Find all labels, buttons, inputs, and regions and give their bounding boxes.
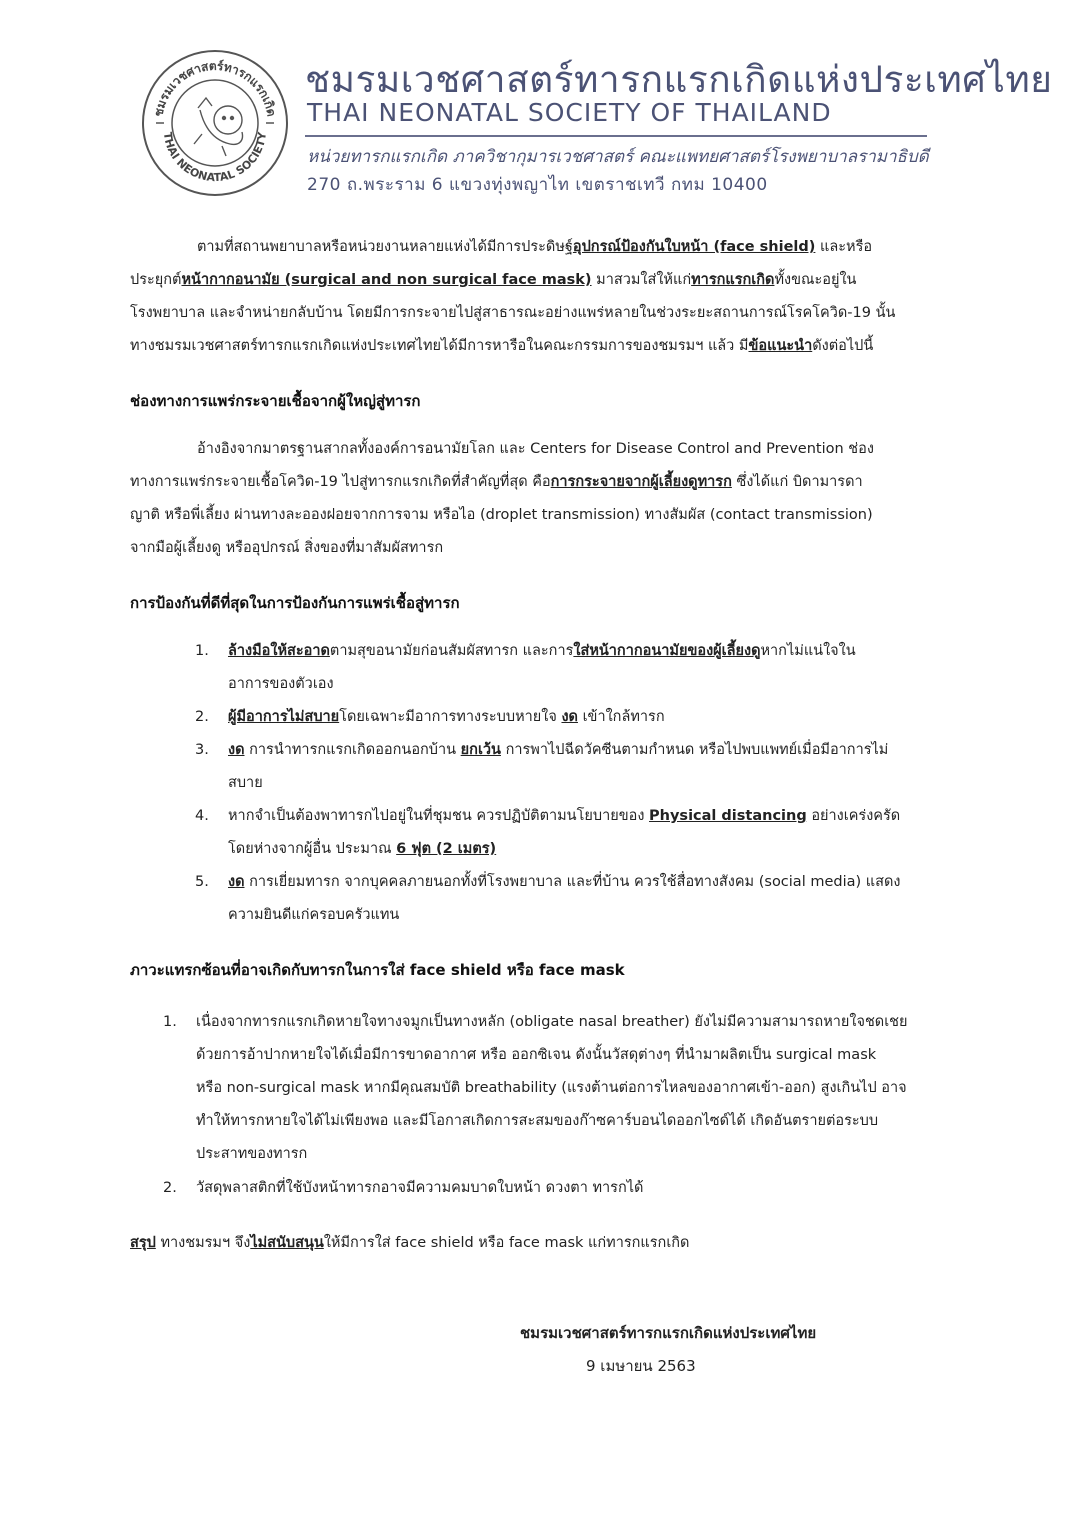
list-item-continuation: หรือ non-surgical mask หากมีคุณสมบัติ breathability (แรงต้านต่อการไหลของอากาศเข้า-ออก) สูงเกินไป อาจ (196, 1080, 907, 1096)
list-item (228, 701, 665, 734)
seal-top-text: ชมรมเวชศาสตร์ทารกแรกเกิด (151, 58, 279, 118)
list-emphasis: Physical distancing (649, 808, 807, 824)
seal-bottom-text: THAI NEONATAL SOCIETY (160, 131, 270, 185)
org-name-thai: ชมรมเวชศาสตร์ทารกแรกเกิดแห่งประเทศไทย (305, 58, 1053, 101)
section1-text: ทางการแพร่กระจายเชื้อโควิด-19 ไปสู่ทารกแรกเกิดที่สำคัญที่สุด คือ (130, 474, 551, 490)
list-text: การพาไปฉีดวัคซีนตามกำหนด หรือไปพบแพทย์เมื่อมีอาการไม่ (500, 742, 889, 758)
list-text: โดยเฉพาะมีอาการทางระบบหายใจ (339, 709, 562, 725)
intro-emphasis: อุปกรณ์ป้องกันใบหน้า (face shield) (572, 239, 816, 255)
list-text: หากจำเป็นต้องพาทารกไปอยู่ในที่ชุมชน ควรปฏิบัติตามนโยบายของ (228, 808, 650, 824)
intro-line-3: โรงพยาบาล และจำหน่ายกลับบ้าน โดยมีการกระจายไปสู่สาธารณะอย่างแพร่หลายในช่วงระยะสถานการณ์โรคโควิด-19 นั้น (130, 305, 896, 321)
list-item-continuation: ด้วยการอ้าปากหายใจได้เมื่อมีการขาดอากาศ หรือ ออกซิเจน ดังนั้นวัสดุต่างๆ ที่นำมาผลิตเป็น surgical mask (196, 1047, 877, 1063)
intro-text: ทางชมรมเวชศาสตร์ทารกแรกเกิดแห่งประเทศไทยได้มีการหารือในคณะกรรมการของชมรมฯ แล้ว มี (130, 338, 749, 354)
header-divider (305, 135, 927, 137)
section-heading-transmission: ช่องทางการแพร่กระจายเชื้อจากผู้ใหญ่สู่ทารก (130, 392, 421, 410)
list-item-number: 3. (195, 742, 209, 758)
list-item: วัสดุพลาสติกที่ใช้บังหน้าทารกอาจมีความคมบาดใบหน้า ดวงตา ทารกได้ (196, 1180, 644, 1196)
section1-line-4: จากมือผู้เลี้ยงดู หรืออุปกรณ์ สิ่งของที่มาสัมผัสทารก (130, 540, 444, 556)
intro-text: และหรือ (815, 239, 873, 255)
section-heading-complications: ภาวะแทรกซ้อนที่อาจเกิดกับทารกในการใส่ face shield หรือ face mask (130, 961, 625, 979)
list-text: โดยห่างจากผู้อื่น ประมาณ (228, 841, 397, 857)
list-emphasis: ผู้มีอาการไม่สบาย (228, 709, 340, 725)
list-emphasis: ล้างมือให้สะอาด (228, 643, 330, 659)
list-item-number: 4. (195, 808, 209, 824)
list-item-number: 1. (195, 643, 209, 659)
baby-illustration (194, 98, 243, 156)
list-emphasis: งด (228, 874, 245, 890)
conclusion (130, 1227, 689, 1260)
list-emphasis: 6 ฟุต (2 เมตร) (396, 841, 497, 857)
list-item-continuation: ทำให้ทารกหายใจได้ไม่เพียงพอ และมีโอกาสเกิดการสะสมของก๊าซคาร์บอนไดออกไซด์ได้ เกิดอันตรายต่อระบบ (196, 1113, 879, 1129)
list-item-continuation (228, 833, 496, 866)
list-item-number: 2. (163, 1180, 177, 1196)
intro-line-4 (130, 330, 873, 363)
list-item-continuation: ความยินดีแก่ครอบครัวแทน (228, 907, 400, 923)
intro-line-2 (130, 264, 856, 297)
section-heading-prevention: การป้องกันที่ดีที่สุดในการป้องกันการแพร่เชื้อสู่ทารก (130, 594, 460, 612)
conclusion-label: สรุป (130, 1235, 156, 1251)
list-item (228, 635, 856, 668)
section1-emphasis: การกระจายจากผู้เลี้ยงดูทารก (550, 474, 732, 490)
section1-line-1: อ้างอิงจากมาตรฐานสากลทั้งองค์การอนามัยโลก และ Centers for Disease Control and Prevention ช่อง (197, 441, 874, 457)
list-text: การเยี่ยมทารก จากบุคคลภายนอกทั้งที่โรงพยาบาล และที่บ้าน ควรใช้สื่อทางสังคม (social media) แสดง (244, 874, 901, 890)
intro-text: ทั้งขณะอยู่ใน (774, 272, 857, 288)
section1-line-3: ญาติ หรือพี่เลี้ยง ผ่านทางละอองฝอยจากการจาม หรือไอ (droplet transmission) ทางสัมผัส (contact transmission) (130, 507, 873, 523)
list-item (228, 866, 900, 899)
list-text: เข้าใกล้ทารก (577, 709, 665, 725)
list-item-number: 1. (163, 1014, 177, 1030)
list-item-number: 5. (195, 874, 209, 890)
list-item-continuation: อาการของตัวเอง (228, 676, 334, 692)
list-item-continuation: สบาย (228, 775, 263, 791)
list-text: การนำทารกแรกเกิดออกนอกบ้าน (244, 742, 461, 758)
svg-text:THAI NEONATAL SOCIETY (161, 130, 269, 184)
intro-emphasis: ทารกแรกเกิด (691, 272, 775, 288)
list-text: อย่างเคร่งครัด (806, 808, 901, 824)
intro-line-1 (197, 231, 872, 264)
intro-text: ตามที่สถานพยาบาลหรือหน่วยงานหลายแห่งได้มีการประดิษฐ์ (197, 239, 573, 255)
list-item: เนื่องจากทารกแรกเกิดหายใจทางจมูกเป็นทางหลัก (obligate nasal breather) ยังไม่มีความสามารถหายใจชดเชย (196, 1014, 908, 1030)
society-seal-icon (140, 48, 290, 198)
list-emphasis: งด (561, 709, 578, 725)
intro-text: มาสวมใส่ให้แก่ (591, 272, 692, 288)
section1-line-2 (130, 466, 863, 499)
intro-emphasis: ข้อแนะนำ (748, 338, 813, 354)
org-unit: หน่วยทารกแรกเกิด ภาควิชากุมารเวชศาสตร์ คณะแพทยศาสตร์โรงพยาบาลรามาธิบดี (307, 147, 929, 167)
list-text: ตามสุขอนามัยก่อนสัมผัสทารก และการ (329, 643, 574, 659)
list-item (228, 734, 888, 767)
section1-text: ซึ่งได้แก่ บิดามารดา (731, 474, 863, 490)
list-emphasis: ใส่หน้ากากอนามัยของผู้เลี้ยงดู (573, 643, 761, 659)
intro-text: ดังต่อไปนี้ (812, 338, 874, 354)
list-item-continuation: ประสาทของทารก (196, 1146, 308, 1162)
intro-text: ประยุกต์ (130, 272, 182, 288)
list-item-number: 2. (195, 709, 209, 725)
list-item (228, 800, 900, 833)
list-text: หากไม่แน่ใจใน (760, 643, 856, 659)
list-emphasis: งด (228, 742, 245, 758)
conclusion-emphasis: ไม่สนับสนุน (250, 1235, 324, 1251)
conclusion-text: ทางชมรมฯ จึง (155, 1235, 251, 1251)
conclusion-text: ให้มีการใส่ face shield หรือ face mask แก่ทารกแรกเกิด (323, 1235, 690, 1251)
signature-org: ชมรมเวชศาสตร์ทารกแรกเกิดแห่งประเทศไทย (520, 1324, 817, 1342)
org-address: 270 ถ.พระราม 6 แขวงทุ่งพญาไท เขตราชเทวี กทม 10400 (307, 175, 768, 195)
intro-emphasis: หน้ากากอนามัย (surgical and non surgical face mask) (181, 272, 592, 288)
signature-date: 9 เมษายน 2563 (586, 1357, 696, 1375)
list-emphasis: ยกเว้น (460, 742, 501, 758)
org-name-english: THAI NEONATAL SOCIETY OF THAILAND (307, 98, 832, 127)
